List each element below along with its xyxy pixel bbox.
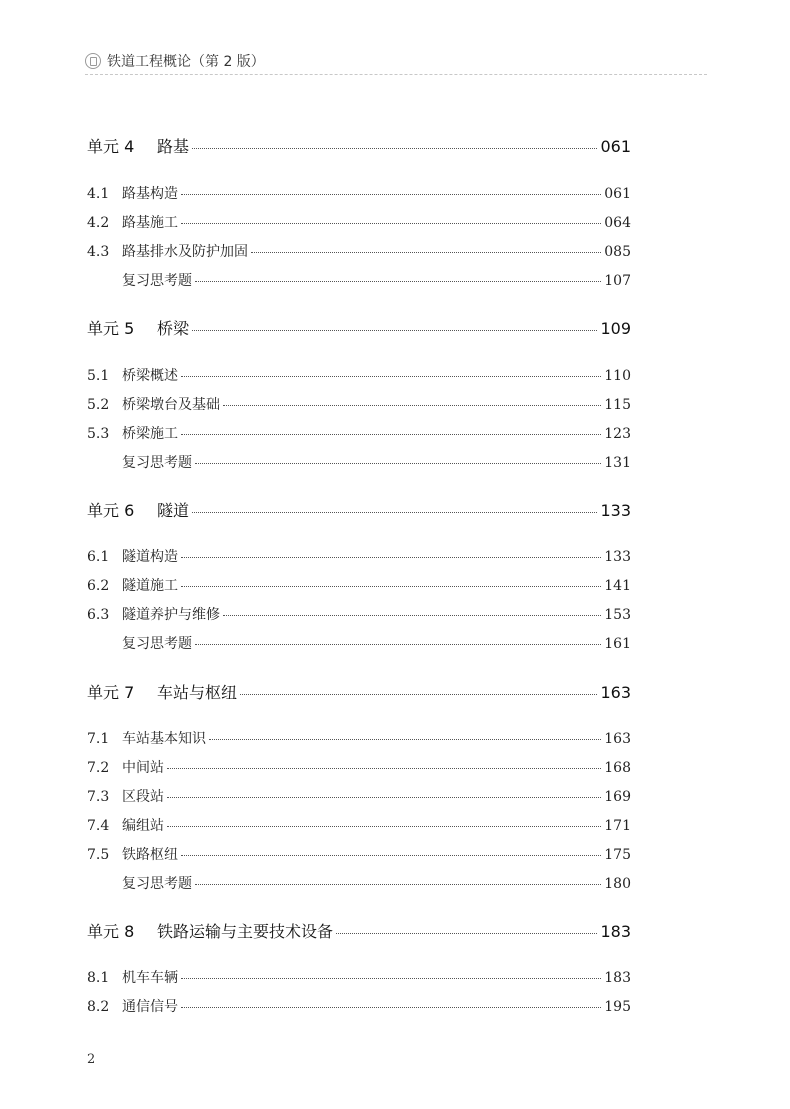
toc-unit-8[interactable]: [87, 919, 631, 942]
toc-page: 141: [604, 578, 631, 594]
toc-title: 铁路运输与主要技术设备: [157, 922, 334, 941]
toc-number: 单元 7: [87, 683, 135, 702]
toc-title: 桥梁墩台及基础: [122, 397, 220, 413]
toc-number: 6.3: [87, 607, 110, 623]
toc-title: 车站与枢纽: [157, 683, 238, 702]
toc-number: 单元 6: [87, 501, 135, 520]
leader-dots: [223, 614, 601, 616]
toc-title: 区段站: [122, 789, 164, 805]
toc-page: 161: [604, 636, 631, 652]
toc-number: 7.5: [87, 847, 110, 863]
toc-unit-5[interactable]: [87, 316, 631, 339]
toc-unit-4[interactable]: [87, 134, 631, 157]
toc-title: 路基排水及防护加固: [122, 244, 248, 260]
toc-page: 110: [604, 368, 631, 384]
toc-number: 5.1: [87, 368, 110, 384]
leader-dots: [192, 329, 597, 331]
toc-page: 133: [604, 549, 631, 565]
toc-number: 4.1: [87, 186, 110, 202]
toc-page: 131: [604, 455, 631, 471]
toc-title: 路基构造: [122, 186, 178, 202]
toc-page: 163: [600, 683, 631, 702]
toc-title: 铁路枢纽: [122, 847, 178, 863]
toc-title: 中间站: [122, 760, 164, 776]
leader-dots: [181, 433, 601, 435]
leader-dots: [181, 375, 601, 377]
leader-dots: [181, 977, 601, 979]
toc-section-7-3[interactable]: [87, 786, 631, 806]
leader-dots: [251, 251, 601, 253]
toc-section-4-3[interactable]: [87, 241, 631, 261]
leader-dots: [209, 738, 601, 740]
toc-page: 175: [604, 847, 631, 863]
toc-page: 183: [600, 922, 631, 941]
toc-review-6[interactable]: [87, 633, 631, 653]
leader-dots: [167, 796, 601, 798]
toc-title: 桥梁施工: [122, 426, 178, 442]
toc-number: 4.3: [87, 244, 110, 260]
toc-title: 隧道施工: [122, 578, 178, 594]
toc-page: 171: [604, 818, 631, 834]
toc-title: 隧道养护与维修: [122, 607, 220, 623]
toc-page: 115: [604, 397, 631, 413]
toc-page: 168: [604, 760, 631, 776]
running-header: [85, 50, 707, 75]
toc-page: 153: [604, 607, 631, 623]
toc-number: 6.1: [87, 549, 110, 565]
toc-review-4[interactable]: [87, 270, 631, 290]
leader-dots: [336, 932, 597, 934]
toc-page: 085: [604, 244, 631, 260]
toc-section-5-2[interactable]: [87, 394, 631, 414]
leader-dots: [240, 693, 597, 695]
toc-number: 7.1: [87, 731, 110, 747]
toc-title: 复习思考题: [122, 273, 192, 289]
toc-number: 5.3: [87, 426, 110, 442]
toc-page: 064: [604, 215, 631, 231]
toc-page: 061: [604, 186, 631, 202]
toc-section-4-1[interactable]: [87, 183, 631, 203]
toc-section-5-1[interactable]: [87, 365, 631, 385]
toc-page: 169: [604, 789, 631, 805]
toc-section-6-2[interactable]: [87, 575, 631, 595]
toc-page: 123: [604, 426, 631, 442]
toc-title: 桥梁概述: [122, 368, 178, 384]
publisher-logo-icon: [85, 53, 101, 69]
toc-section-6-3[interactable]: [87, 604, 631, 624]
leader-dots: [195, 643, 601, 645]
toc-number: 单元 5: [87, 319, 135, 338]
leader-dots: [195, 883, 601, 885]
toc-title: 隧道构造: [122, 549, 178, 565]
toc-number: 4.2: [87, 215, 110, 231]
toc-page: 107: [604, 273, 631, 289]
toc-title: 复习思考题: [122, 876, 192, 892]
toc-title: 编组站: [122, 818, 164, 834]
leader-dots: [192, 511, 597, 513]
toc-section-7-4[interactable]: [87, 815, 631, 835]
toc-section-7-5[interactable]: [87, 844, 631, 864]
leader-dots: [181, 556, 601, 558]
toc-number: 7.3: [87, 789, 110, 805]
page-number: 2: [87, 1052, 96, 1067]
toc-title: 复习思考题: [122, 455, 192, 471]
toc-unit-6[interactable]: [87, 498, 631, 521]
toc-title: 机车车辆: [122, 970, 178, 986]
leader-dots: [181, 222, 601, 224]
toc-page: 183: [604, 970, 631, 986]
toc-number: 6.2: [87, 578, 110, 594]
toc-page: 061: [600, 137, 631, 156]
toc-title: 复习思考题: [122, 636, 192, 652]
toc-number: 单元 4: [87, 137, 135, 156]
toc-number: 单元 8: [87, 922, 135, 941]
toc-title: 隧道: [157, 501, 190, 520]
toc-page: 180: [604, 876, 631, 892]
toc-title: 路基施工: [122, 215, 178, 231]
toc-page: 195: [604, 999, 631, 1015]
toc-number: 5.2: [87, 397, 110, 413]
toc-section-8-1[interactable]: [87, 967, 631, 987]
leader-dots: [167, 767, 601, 769]
toc-number: 7.4: [87, 818, 110, 834]
toc-section-7-1[interactable]: [87, 728, 631, 748]
toc-title: 车站基本知识: [122, 731, 206, 747]
toc-review-5[interactable]: [87, 452, 631, 472]
toc-unit-7[interactable]: [87, 680, 631, 703]
toc-section-6-1[interactable]: [87, 546, 631, 566]
leader-dots: [167, 825, 601, 827]
leader-dots: [223, 404, 601, 406]
leader-dots: [181, 1006, 601, 1008]
toc-number: 8.2: [87, 999, 110, 1015]
leader-dots: [181, 585, 601, 587]
leader-dots: [192, 147, 597, 149]
toc-title: 桥梁: [157, 319, 190, 338]
toc-section-4-2[interactable]: [87, 212, 631, 232]
toc-page: 163: [604, 731, 631, 747]
toc-title: 通信信号: [122, 999, 178, 1015]
toc-number: 8.1: [87, 970, 110, 986]
toc-review-7[interactable]: [87, 873, 631, 893]
leader-dots: [181, 193, 601, 195]
leader-dots: [195, 462, 601, 464]
toc-number: 7.2: [87, 760, 110, 776]
leader-dots: [195, 280, 601, 282]
toc-page: 109: [600, 319, 631, 338]
toc-section-7-2[interactable]: [87, 757, 631, 777]
toc-section-8-2[interactable]: [87, 996, 631, 1016]
toc-section-5-3[interactable]: [87, 423, 631, 443]
book-title: 铁道工程概论（第 2 版）: [107, 54, 265, 70]
toc-title: 路基: [157, 137, 190, 156]
toc-page: 133: [600, 501, 631, 520]
leader-dots: [181, 854, 601, 856]
